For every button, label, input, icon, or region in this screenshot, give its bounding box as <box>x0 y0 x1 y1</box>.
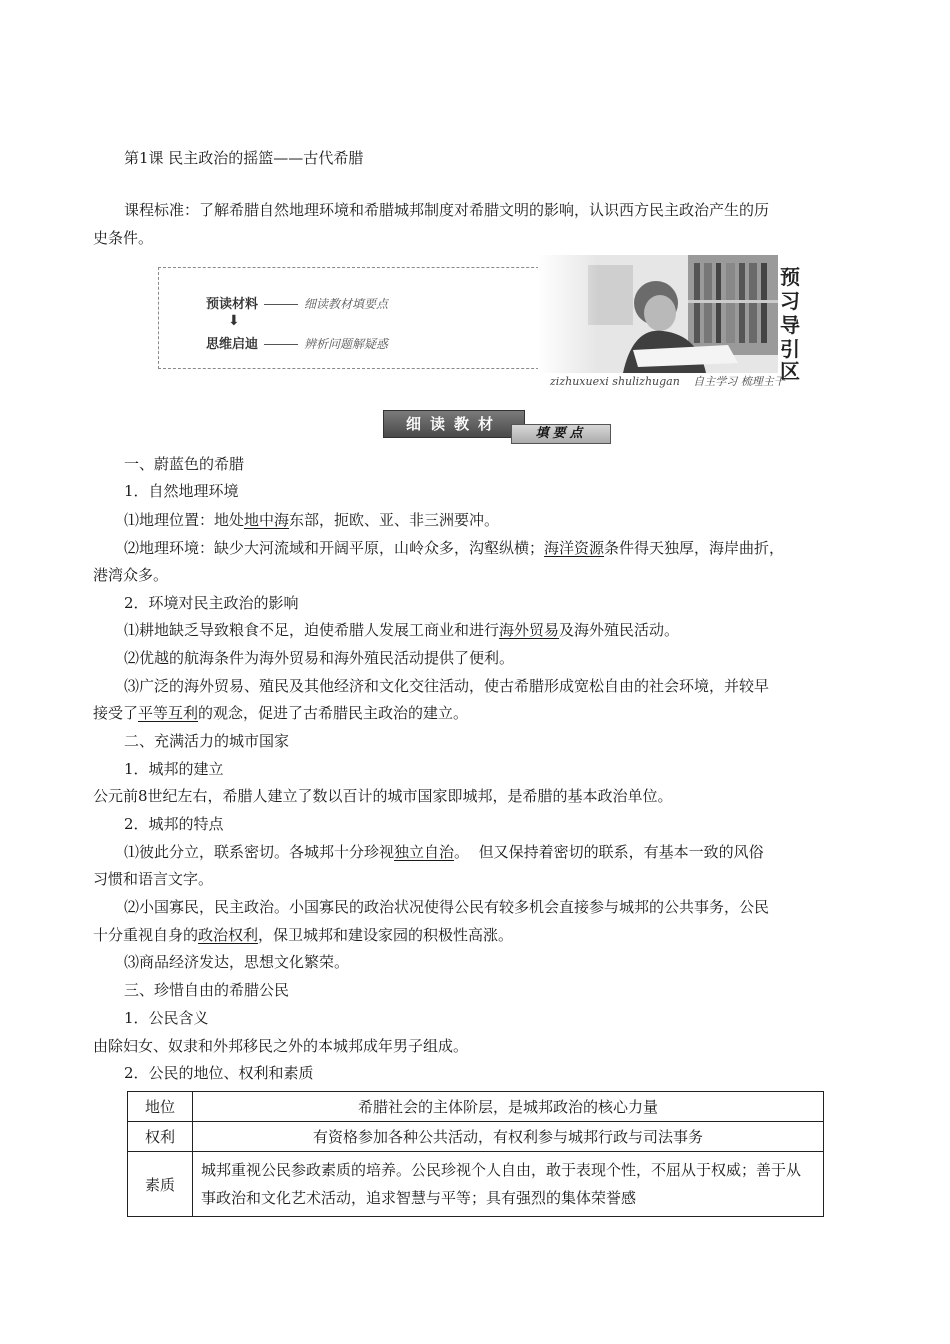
paragraph-feature-1-cont: 习惯和语言文字。 <box>93 870 214 888</box>
subheading-1-1: 1．自然地理环境 <box>124 482 239 500</box>
paragraph-influence-3: ⑶广泛的海外贸易、殖民及其他经济和文化交往活动，使古希腊形成宽松自由的社会环境，并较早 <box>124 677 770 695</box>
flow-desc-thinking: 辨析问题解疑惑 <box>304 337 389 351</box>
flow-key-thinking: 思维启迪 <box>206 337 259 352</box>
paragraph-feature-2: ⑵小国寡民，民主政治。小国寡民的政治状况使得公民有较多机会直接参与城邦的公共事务，公民 <box>124 898 770 916</box>
subheading-2-2: 2．城邦的特点 <box>124 815 224 833</box>
fill-in-answer: 海外贸易 <box>499 621 560 639</box>
heading-section-2: 二、充满活力的城市国家 <box>124 732 290 750</box>
section-heading-sub: 填要点 <box>511 424 611 444</box>
text-span: ，保卫城邦和建设家园的积极性高涨。 <box>258 926 514 944</box>
text-span: ⑴耕地缺乏导致粮食不足，迫使希腊人发展工商业和进行 <box>124 621 500 639</box>
flow-dash <box>264 344 298 345</box>
flow-row-preread <box>206 293 388 312</box>
text-span: 十分重视自身的 <box>93 926 199 944</box>
banner-pinyin <box>550 373 785 389</box>
table-value-cell: 城邦重视公民参政素质的培养。公民珍视个人自由，敢于表现个性，不屈从于权威；善于从事政治和文化艺术活动，追求智慧与平等；具有强烈的集体荣誉感 <box>193 1152 824 1217</box>
course-standard-line-2: 史条件。 <box>93 229 154 247</box>
table-value-cell: 希腊社会的主体阶层，是城邦政治的核心力量 <box>193 1092 824 1122</box>
flow-key-preread: 预读材料 <box>206 297 259 312</box>
flow-desc-preread: 细读教材填要点 <box>304 297 389 311</box>
text-span: ⑴地理位置：地处 <box>124 511 245 529</box>
heading-section-1: 一、蔚蓝色的希腊 <box>124 455 245 473</box>
subheading-2-1: 1．城邦的建立 <box>124 760 224 778</box>
fill-in-answer: 地中海 <box>244 511 290 529</box>
flow-row-thinking <box>206 333 388 352</box>
paragraph-city-state: 公元前8世纪左右，希腊人建立了数以百计的城市国家即城邦，是希腊的基本政治单位。 <box>93 787 673 805</box>
text-span: 的观念，促进了古希腊民主政治的建立。 <box>198 704 469 722</box>
subheading-1-2: 2．环境对民主政治的影响 <box>124 594 299 612</box>
banner-side-char-1: 预 <box>780 265 800 289</box>
banner-side-char-5: 区 <box>780 359 800 383</box>
table-key-cell: 地位 <box>128 1092 193 1122</box>
table-value-cell: 有资格参加各种公共活动，有权利参与城邦行政与司法事务 <box>193 1122 824 1152</box>
text-span: ⑵地理环境：缺少大河流域和开阔平原，山岭众多，沟壑纵横； <box>124 539 545 557</box>
paragraph-influence-1 <box>124 620 679 640</box>
section-heading-main: 细读教材 <box>383 410 525 438</box>
lesson-title: 第1课 民主政治的摇篮——古代希腊 <box>124 149 364 167</box>
fill-in-answer: 平等互利 <box>138 704 199 722</box>
fill-in-answer: 独立自治 <box>394 843 455 861</box>
banner-side-char-4: 引 <box>780 337 800 361</box>
subheading-3-2: 2．公民的地位、权利和素质 <box>124 1064 314 1082</box>
course-standard-line-1: 课程标准：了解希腊自然地理环境和希腊城邦制度对希腊文明的影响，认识西方民主政治产生的历 <box>124 201 770 219</box>
paragraph-influence-3-cont <box>93 703 468 723</box>
down-arrow-icon: ⬇ <box>228 313 240 329</box>
paragraph-influence-2: ⑵优越的航海条件为海外贸易和海外殖民活动提供了便利。 <box>124 649 515 667</box>
section-heading-banner <box>383 410 613 446</box>
text-span: 及海外殖民活动。 <box>559 621 680 639</box>
table-row <box>128 1092 824 1122</box>
text-span: 东部，扼欧、亚、非三洲要冲。 <box>289 511 500 529</box>
flow-dash <box>264 304 298 305</box>
fill-in-answer: 海洋资源 <box>544 539 605 557</box>
paragraph-feature-2-cont <box>93 925 513 945</box>
text-span: 条件得天独厚，海岸曲折， <box>604 539 785 557</box>
preview-guide-banner <box>158 255 810 388</box>
table-key-cell: 权利 <box>128 1122 193 1152</box>
table-key-cell: 素质 <box>128 1152 193 1217</box>
table-row <box>128 1152 824 1217</box>
text-span: ⑴彼此分立，联系密切。各城邦十分珍视 <box>124 843 395 861</box>
paragraph-citizen-definition: 由除妇女、奴隶和外邦移民之外的本城邦成年男子组成。 <box>93 1037 469 1055</box>
citizen-status-table <box>127 1091 824 1217</box>
subheading-3-1: 1．公民含义 <box>124 1009 209 1027</box>
heading-section-3: 三、珍惜自由的希腊公民 <box>124 981 290 999</box>
paragraph-environment <box>124 538 784 558</box>
text-span: 。 但又保持着密切的联系，有基本一致的风俗 <box>454 843 764 861</box>
banner-pinyin-latin: zizhuxuexi shulizhugan <box>550 375 680 388</box>
banner-dashed-box <box>158 267 559 369</box>
banner-pinyin-cn: 自主学习 梳理主干 <box>693 375 785 388</box>
fill-in-answer: 政治权利 <box>198 926 259 944</box>
text-span: 接受了 <box>93 704 139 722</box>
paragraph-feature-3: ⑶商品经济发达，思想文化繁荣。 <box>124 953 350 971</box>
student-reading-photo <box>538 255 778 373</box>
table-row <box>128 1122 824 1152</box>
paragraph-environment-cont: 港湾众多。 <box>93 566 169 584</box>
paragraph-feature-1 <box>124 842 764 862</box>
banner-side-char-2: 习 <box>780 289 800 313</box>
banner-side-char-3: 导 <box>780 313 800 337</box>
paragraph-location <box>124 510 499 530</box>
